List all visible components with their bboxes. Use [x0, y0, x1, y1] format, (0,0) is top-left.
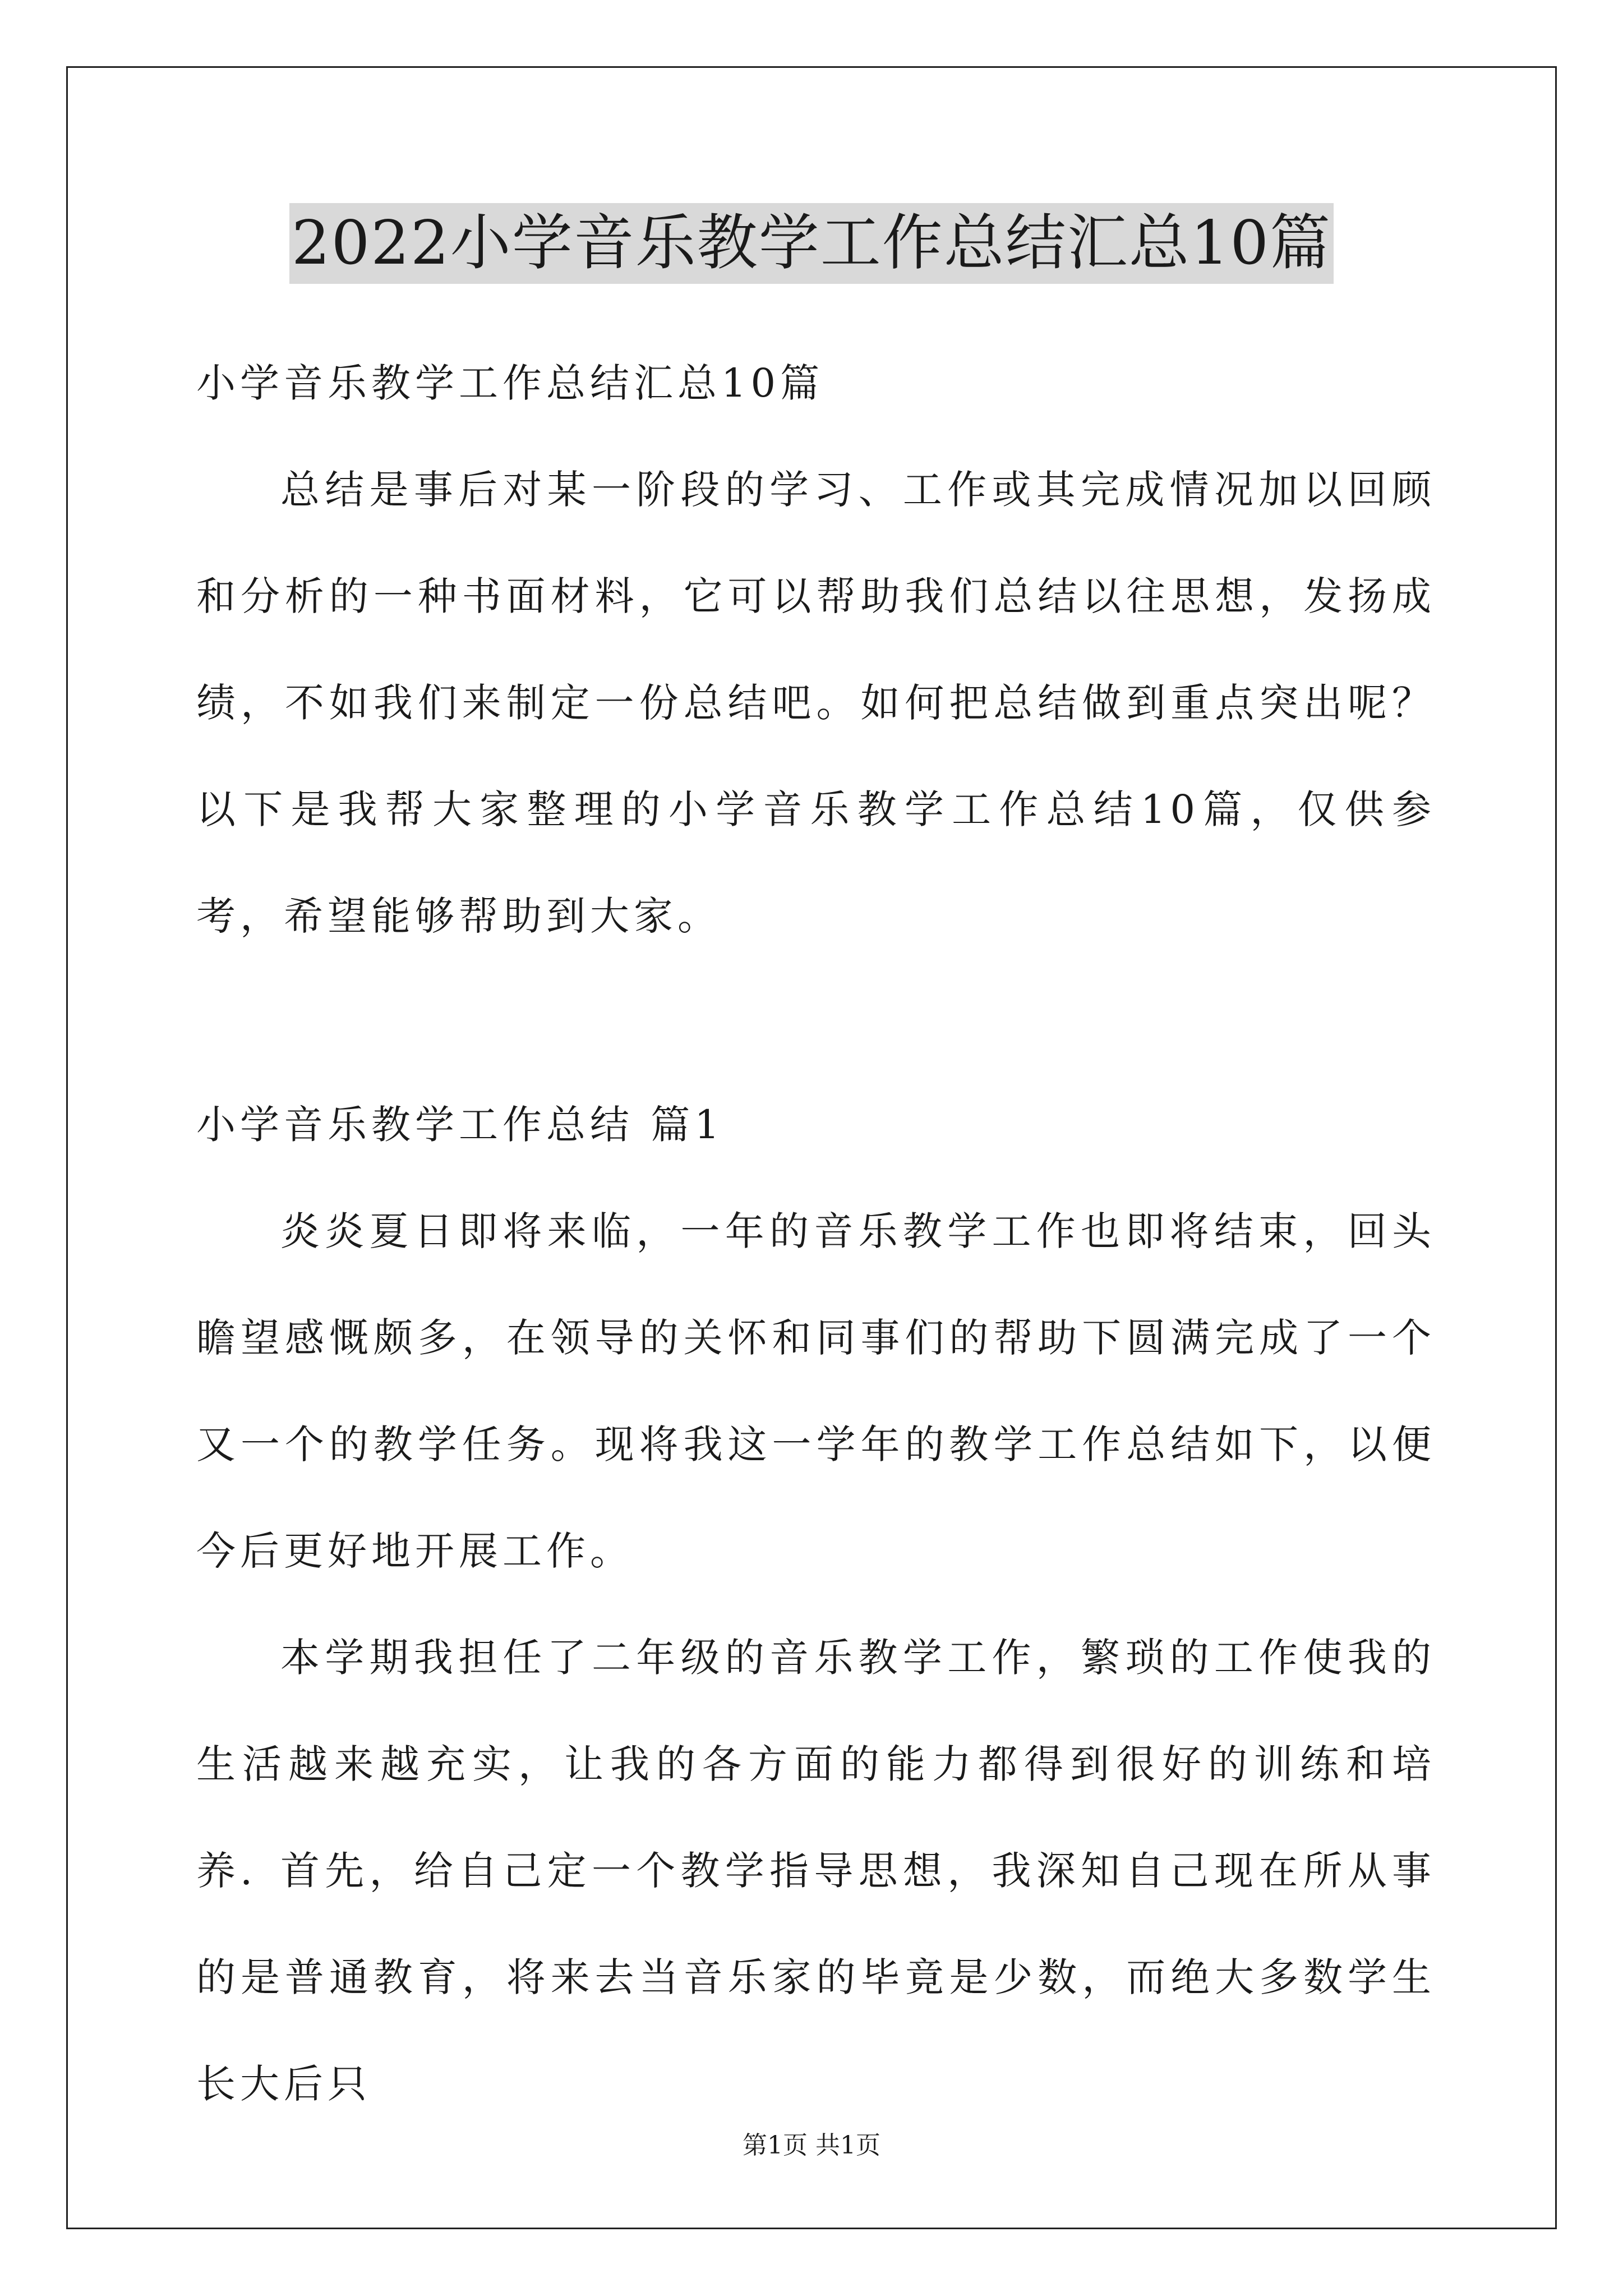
title-container: [0, 203, 1623, 284]
intro-paragraph: 总结是事后对某一阶段的学习、工作或其完成情况加以回顾和分析的一种书面材料，它可以帮助我们总结以往思想，发扬成绩，不如我们来制定一份总结吧。如何把总结做到重点突出呢？以下是我帮大家整理的小学音乐教学工作总结10篇，仅供参考，希望能够帮助到大家。: [196, 467, 1436, 939]
section-heading: 小学音乐教学工作总结 篇1: [196, 1102, 724, 1148]
body-paragraph-2: 本学期我担任了二年级的音乐教学工作，繁琐的工作使我的生活越来越充实，让我的各方面的能力都得到很好的训练和培养.: [196, 1635, 1436, 1894]
body-paragraph-3: 首先，给自己定一个教学指导思想，我深知自己现在所从事的是普通教育，将来去当音乐家的毕竟是少数，而绝大多数学生长大后只: [196, 1848, 1436, 2107]
page-footer: 第1页 共1页: [743, 2131, 880, 2160]
document-title: 2022小学音乐教学工作总结汇总10篇: [289, 203, 1334, 284]
body-paragraph-1: 炎炎夏日即将来临，一年的音乐教学工作也即将结束，回头瞻望感慨颇多，在领导的关怀和同事们的帮助下圆满完成了一个又一个的教学任务。现将我这一学年的教学工作总结如下，以便今后更好地开展工作。: [196, 1208, 1436, 1574]
document-subtitle: 小学音乐教学工作总结汇总10篇: [196, 360, 824, 406]
